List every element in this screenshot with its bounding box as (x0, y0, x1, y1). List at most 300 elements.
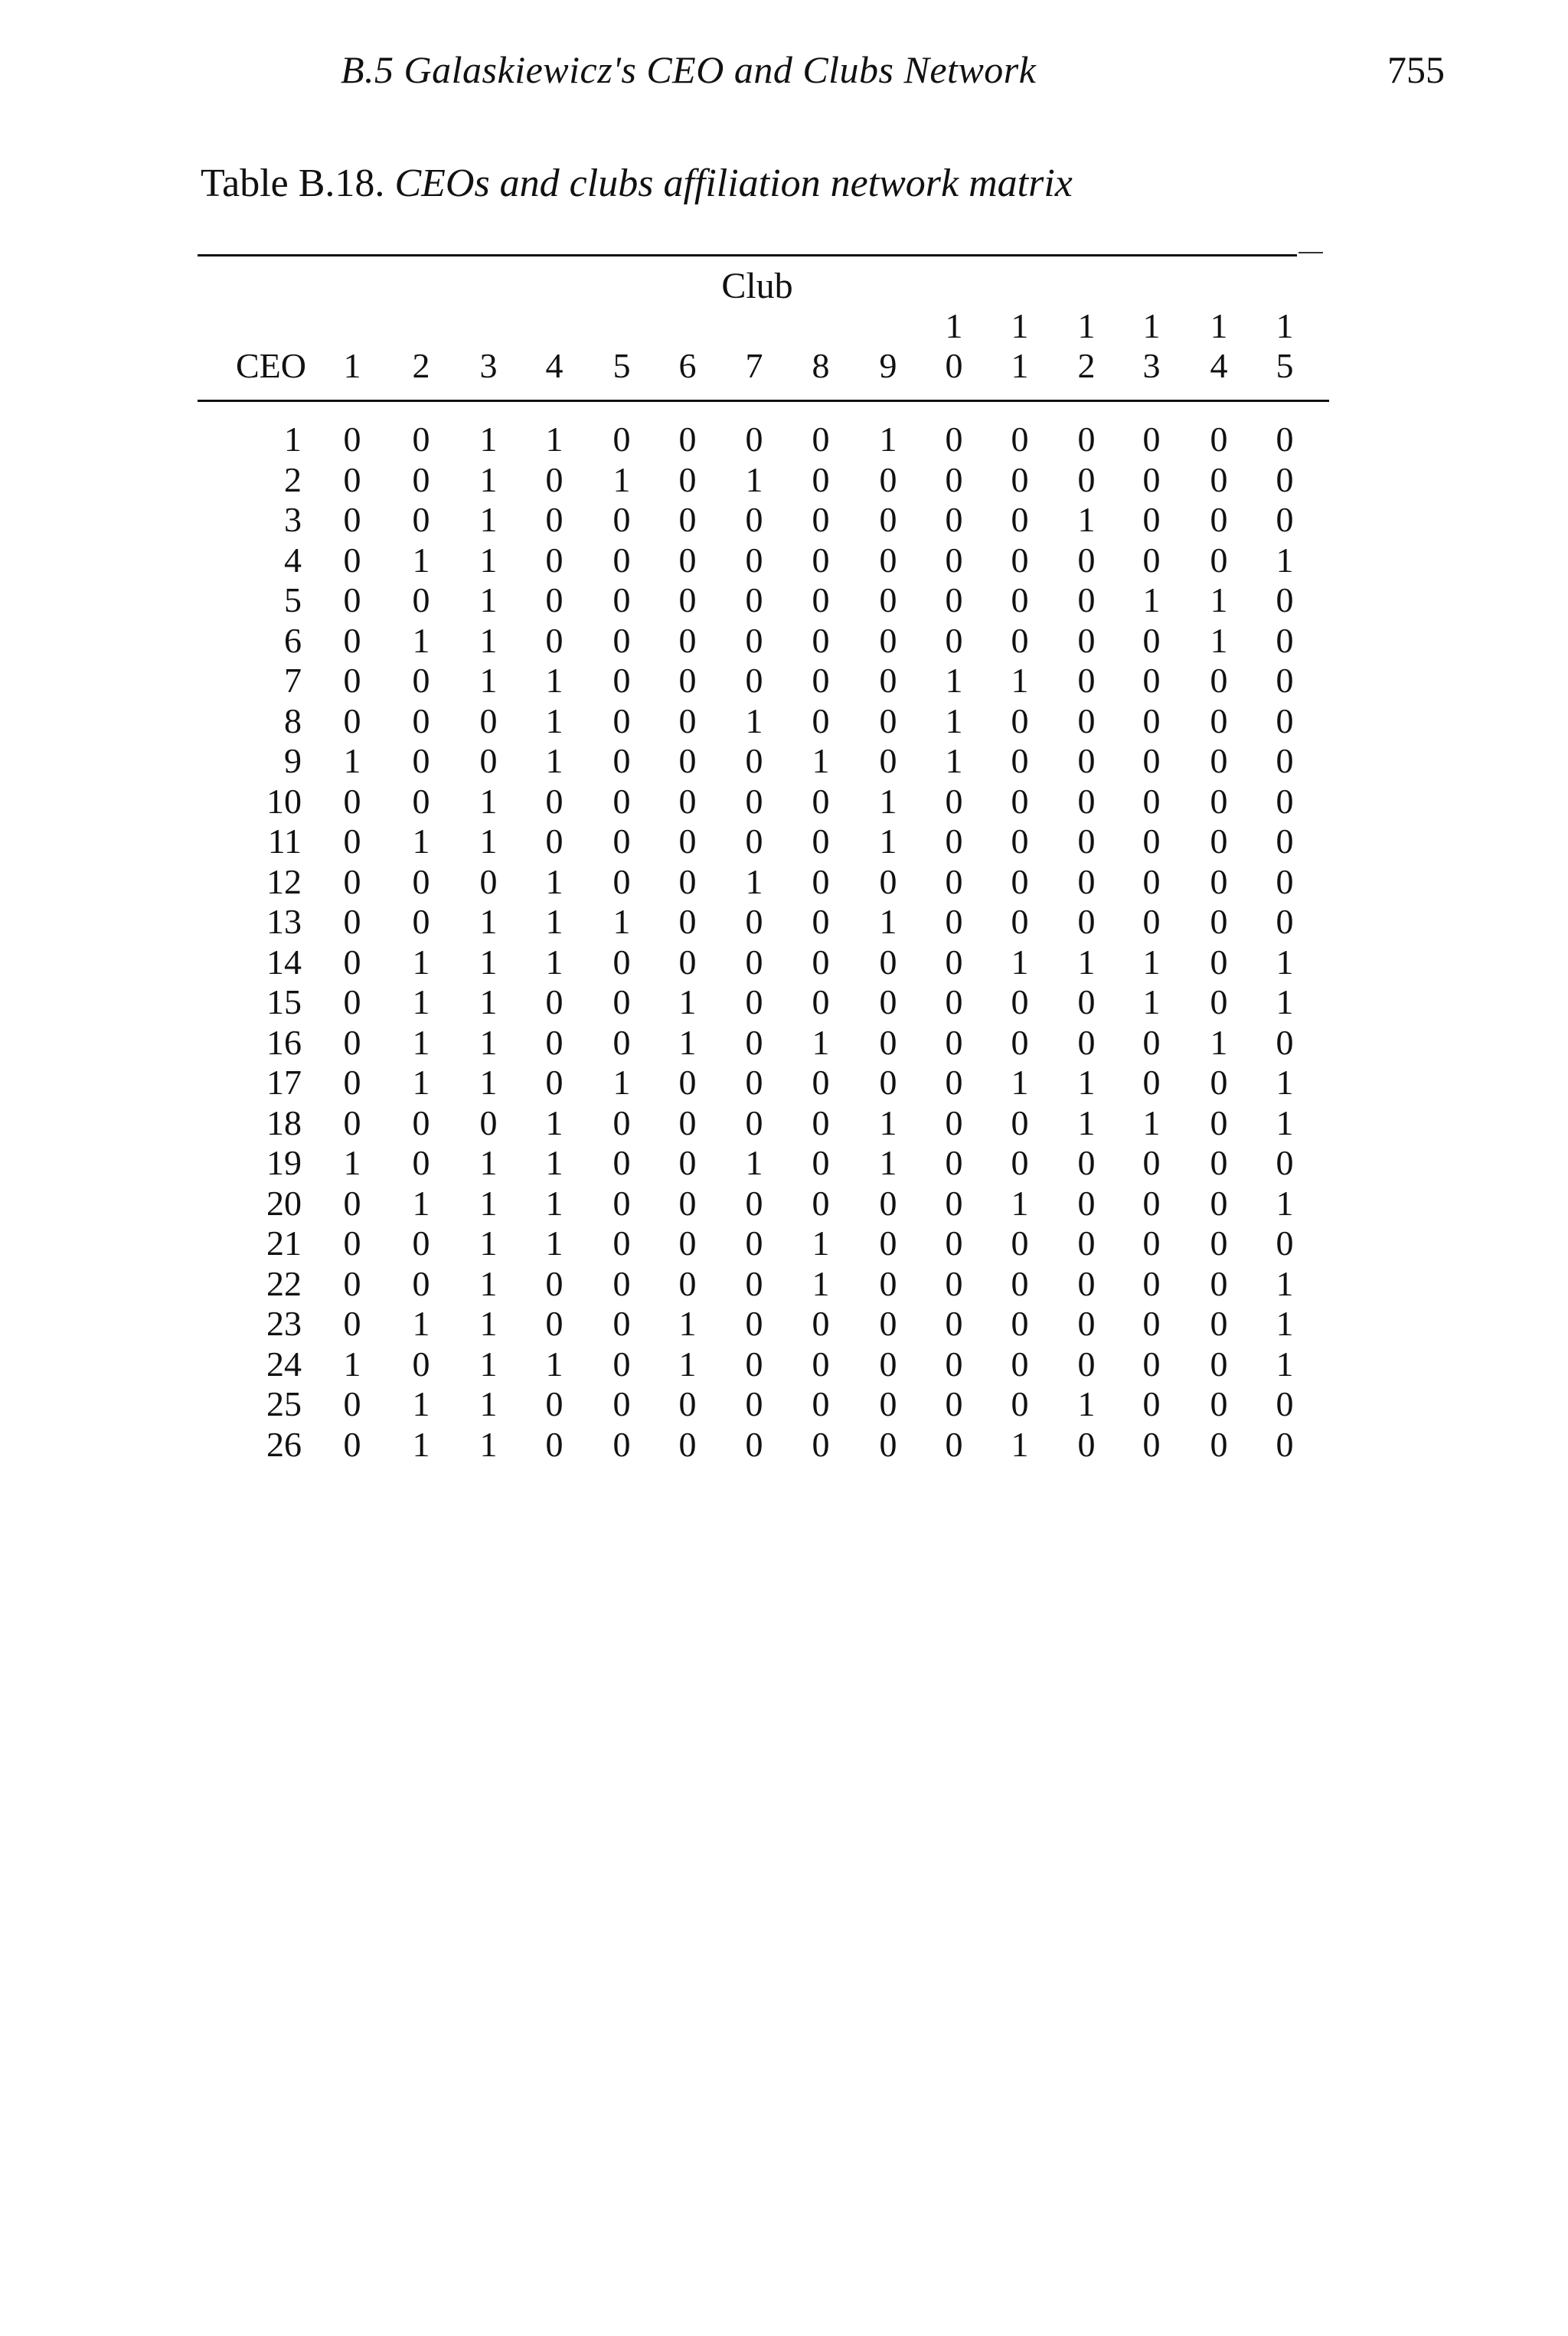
matrix-cell: 0 (612, 942, 631, 982)
matrix-cell: 0 (1142, 420, 1161, 459)
matrix-cell: 0 (412, 741, 430, 780)
matrix-cell: 0 (1276, 822, 1294, 861)
matrix-cell: 0 (745, 1183, 763, 1223)
matrix-cell: 0 (1011, 459, 1029, 499)
matrix-cell: 0 (612, 580, 631, 619)
matrix-cell: 1 (479, 580, 498, 619)
matrix-cell: 0 (945, 902, 963, 941)
matrix-cell: 1 (1210, 1022, 1228, 1062)
matrix-cell: 0 (545, 620, 564, 660)
matrix-cell: 0 (1210, 1424, 1228, 1464)
matrix-cell: 1 (545, 902, 564, 941)
matrix-cell: 0 (945, 861, 963, 901)
matrix-cell: 0 (812, 620, 830, 660)
matrix-cell: 0 (745, 1263, 763, 1303)
matrix-cell: 0 (745, 741, 763, 780)
matrix-cell: 0 (1011, 701, 1029, 740)
matrix-cell: 0 (1210, 942, 1228, 982)
matrix-cell: 1 (1077, 1384, 1096, 1423)
ceo-id: 20 (266, 1183, 302, 1223)
matrix-cell: 0 (812, 1063, 830, 1102)
matrix-cell: 1 (545, 1103, 564, 1142)
matrix-cell: 0 (678, 701, 697, 740)
matrix-cell: 1 (412, 1022, 430, 1062)
matrix-cell: 1 (1276, 942, 1294, 982)
matrix-cell: 0 (945, 1143, 963, 1182)
matrix-cell: 0 (612, 982, 631, 1021)
club-header-units-10: 0 (945, 346, 963, 385)
club-header-tens-12: 1 (1077, 306, 1096, 345)
matrix-cell: 1 (1142, 982, 1161, 1021)
matrix-cell: 0 (1210, 902, 1228, 941)
matrix-cell: 0 (678, 661, 697, 700)
matrix-cell: 0 (612, 661, 631, 700)
matrix-cell: 1 (479, 1424, 498, 1464)
matrix-cell: 0 (678, 459, 697, 499)
matrix-cell: 0 (812, 822, 830, 861)
matrix-cell: 0 (612, 500, 631, 539)
matrix-cell: 0 (812, 540, 830, 580)
matrix-cell: 0 (1077, 902, 1096, 941)
matrix-cell: 0 (1077, 1022, 1096, 1062)
matrix-cell: 0 (343, 661, 361, 700)
matrix-cell: 0 (745, 781, 763, 821)
matrix-cell: 0 (879, 1263, 897, 1303)
matrix-cell: 0 (1011, 500, 1029, 539)
matrix-cell: 1 (1011, 1183, 1029, 1223)
matrix-cell: 1 (1142, 580, 1161, 619)
matrix-cell: 0 (1276, 420, 1294, 459)
matrix-cell: 0 (745, 420, 763, 459)
table-top-rule-tail (1298, 252, 1323, 253)
matrix-cell: 0 (879, 580, 897, 619)
matrix-cell: 0 (343, 459, 361, 499)
matrix-cell: 0 (1276, 741, 1294, 780)
matrix-cell: 0 (1210, 661, 1228, 700)
matrix-cell: 0 (612, 781, 631, 821)
matrix-cell: 0 (412, 1344, 430, 1384)
matrix-cell: 0 (945, 620, 963, 660)
matrix-cell: 0 (812, 1424, 830, 1464)
matrix-cell: 0 (1142, 1344, 1161, 1384)
matrix-cell: 1 (879, 902, 897, 941)
matrix-cell: 0 (1210, 1183, 1228, 1223)
matrix-cell: 1 (1077, 942, 1096, 982)
matrix-cell: 0 (1077, 620, 1096, 660)
matrix-cell: 0 (1210, 861, 1228, 901)
matrix-cell: 0 (745, 620, 763, 660)
matrix-cell: 0 (745, 1063, 763, 1102)
matrix-cell: 0 (678, 1384, 697, 1423)
matrix-cell: 0 (1077, 861, 1096, 901)
matrix-cell: 1 (343, 741, 361, 780)
matrix-cell: 0 (612, 861, 631, 901)
page-number: 755 (1387, 48, 1445, 91)
matrix-cell: 0 (812, 1143, 830, 1182)
matrix-cell: 0 (1077, 1304, 1096, 1343)
matrix-cell: 1 (812, 1022, 830, 1062)
matrix-cell: 0 (745, 661, 763, 700)
matrix-cell: 0 (412, 580, 430, 619)
matrix-cell: 0 (945, 982, 963, 1021)
matrix-cell: 1 (745, 861, 763, 901)
ceo-id: 2 (284, 459, 302, 499)
matrix-cell: 0 (343, 822, 361, 861)
matrix-cell: 1 (1276, 1103, 1294, 1142)
matrix-cell: 0 (1142, 781, 1161, 821)
matrix-cell: 0 (479, 861, 498, 901)
matrix-cell: 0 (745, 1424, 763, 1464)
club-header-units-6: 6 (678, 346, 697, 385)
matrix-cell: 0 (678, 1424, 697, 1464)
matrix-cell: 0 (343, 861, 361, 901)
matrix-cell: 0 (945, 1022, 963, 1062)
matrix-cell: 0 (1142, 1143, 1161, 1182)
matrix-cell: 0 (343, 1263, 361, 1303)
matrix-cell: 0 (1142, 902, 1161, 941)
matrix-cell: 0 (745, 1224, 763, 1263)
matrix-cell: 0 (879, 540, 897, 580)
matrix-cell: 0 (343, 620, 361, 660)
matrix-cell: 0 (412, 902, 430, 941)
matrix-cell: 0 (1142, 1224, 1161, 1263)
matrix-cell: 1 (1276, 982, 1294, 1021)
matrix-cell: 0 (879, 982, 897, 1021)
matrix-cell: 0 (945, 1304, 963, 1343)
matrix-cell: 1 (1210, 620, 1228, 660)
ceo-id: 21 (266, 1224, 302, 1263)
matrix-cell: 0 (1011, 741, 1029, 780)
matrix-cell: 0 (1011, 822, 1029, 861)
matrix-cell: 1 (545, 861, 564, 901)
matrix-cell: 0 (945, 1263, 963, 1303)
matrix-cell: 0 (343, 1384, 361, 1423)
matrix-cell: 0 (945, 420, 963, 459)
matrix-cell: 0 (343, 1224, 361, 1263)
matrix-cell: 0 (745, 982, 763, 1021)
matrix-cell: 0 (1142, 1022, 1161, 1062)
matrix-cell: 1 (1077, 1103, 1096, 1142)
matrix-cell: 1 (343, 1344, 361, 1384)
matrix-cell: 1 (479, 500, 498, 539)
matrix-cell: 0 (745, 902, 763, 941)
matrix-cell: 0 (343, 902, 361, 941)
ceo-id: 10 (266, 781, 302, 821)
matrix-cell: 0 (879, 1224, 897, 1263)
club-header-units-12: 2 (1077, 346, 1096, 385)
matrix-cell: 0 (412, 1143, 430, 1182)
matrix-cell: 0 (745, 1022, 763, 1062)
matrix-cell: 0 (1142, 500, 1161, 539)
matrix-cell: 0 (1210, 1143, 1228, 1182)
matrix-cell: 0 (343, 942, 361, 982)
matrix-cell: 1 (479, 1022, 498, 1062)
matrix-cell: 0 (678, 1183, 697, 1223)
matrix-cell: 1 (1276, 1304, 1294, 1343)
matrix-cell: 1 (412, 982, 430, 1021)
matrix-cell: 0 (879, 1063, 897, 1102)
club-header-units-4: 4 (545, 346, 564, 385)
matrix-cell: 0 (612, 1424, 631, 1464)
matrix-cell: 0 (1276, 902, 1294, 941)
matrix-cell: 0 (1142, 741, 1161, 780)
matrix-cell: 0 (945, 540, 963, 580)
matrix-cell: 0 (1142, 459, 1161, 499)
club-header-units-2: 2 (412, 346, 430, 385)
ceo-id: 16 (266, 1022, 302, 1062)
matrix-cell: 0 (1011, 1022, 1029, 1062)
matrix-cell: 0 (678, 781, 697, 821)
matrix-cell: 0 (1011, 540, 1029, 580)
matrix-cell: 0 (678, 540, 697, 580)
matrix-cell: 0 (812, 902, 830, 941)
ceo-id: 8 (284, 701, 302, 740)
matrix-cell: 0 (745, 822, 763, 861)
matrix-cell: 0 (678, 580, 697, 619)
matrix-cell: 0 (945, 459, 963, 499)
matrix-cell: 1 (412, 1063, 430, 1102)
matrix-cell: 0 (412, 861, 430, 901)
matrix-cell: 0 (1077, 459, 1096, 499)
matrix-cell: 1 (479, 620, 498, 660)
matrix-cell: 0 (945, 500, 963, 539)
matrix-cell: 0 (412, 1103, 430, 1142)
matrix-cell: 1 (678, 1022, 697, 1062)
matrix-cell: 0 (343, 1103, 361, 1142)
matrix-cell: 0 (1011, 1304, 1029, 1343)
matrix-cell: 0 (879, 1424, 897, 1464)
matrix-cell: 0 (1011, 1224, 1029, 1263)
matrix-cell: 1 (812, 1224, 830, 1263)
matrix-cell: 0 (812, 781, 830, 821)
matrix-cell: 0 (812, 580, 830, 619)
ceo-id: 4 (284, 540, 302, 580)
matrix-cell: 0 (945, 1063, 963, 1102)
matrix-cell: 1 (412, 942, 430, 982)
matrix-cell: 0 (1077, 1263, 1096, 1303)
matrix-cell: 0 (745, 1384, 763, 1423)
matrix-cell: 0 (1276, 701, 1294, 740)
matrix-cell: 0 (879, 1022, 897, 1062)
matrix-cell: 1 (1276, 1063, 1294, 1102)
ceo-id: 25 (266, 1384, 302, 1423)
matrix-cell: 0 (678, 1063, 697, 1102)
ceo-id: 9 (284, 741, 302, 780)
matrix-cell: 1 (412, 1183, 430, 1223)
matrix-cell: 1 (479, 1263, 498, 1303)
matrix-cell: 0 (1210, 459, 1228, 499)
matrix-cell: 0 (1011, 620, 1029, 660)
matrix-cell: 0 (1210, 1063, 1228, 1102)
matrix-cell: 0 (612, 1143, 631, 1182)
matrix-cell: 0 (1011, 1263, 1029, 1303)
matrix-cell: 0 (1142, 540, 1161, 580)
matrix-cell: 1 (479, 1224, 498, 1263)
matrix-cell: 1 (812, 741, 830, 780)
matrix-cell: 1 (612, 902, 631, 941)
matrix-cell: 0 (612, 1224, 631, 1263)
matrix-cell: 1 (545, 1143, 564, 1182)
matrix-cell: 0 (1142, 861, 1161, 901)
matrix-cell: 0 (1142, 1384, 1161, 1423)
matrix-cell: 1 (612, 459, 631, 499)
matrix-cell: 0 (1011, 861, 1029, 901)
matrix-cell: 0 (1142, 822, 1161, 861)
matrix-cell: 0 (1276, 500, 1294, 539)
matrix-cell: 0 (879, 861, 897, 901)
matrix-cell: 0 (545, 500, 564, 539)
matrix-cell: 0 (1077, 1143, 1096, 1182)
matrix-cell: 0 (545, 540, 564, 580)
matrix-cell: 1 (545, 420, 564, 459)
matrix-cell: 0 (678, 1263, 697, 1303)
matrix-cell: 1 (412, 1424, 430, 1464)
club-group-header: Club (721, 266, 793, 306)
matrix-cell: 1 (678, 1304, 697, 1343)
matrix-cell: 0 (1142, 1063, 1161, 1102)
matrix-cell: 0 (879, 1344, 897, 1384)
matrix-cell: 0 (812, 1384, 830, 1423)
matrix-cell: 1 (1276, 1183, 1294, 1223)
matrix-cell: 0 (1011, 781, 1029, 821)
club-header-tens-10: 1 (945, 306, 963, 345)
matrix-cell: 1 (479, 902, 498, 941)
ceo-id: 15 (266, 982, 302, 1021)
matrix-cell: 0 (1077, 701, 1096, 740)
matrix-cell: 0 (812, 1103, 830, 1142)
matrix-cell: 0 (1077, 1344, 1096, 1384)
matrix-cell: 1 (479, 1344, 498, 1384)
club-header-tens-11: 1 (1011, 306, 1029, 345)
club-header-units-13: 3 (1142, 346, 1161, 385)
ceo-id: 12 (266, 861, 302, 901)
matrix-cell: 0 (343, 580, 361, 619)
matrix-cell: 0 (479, 1103, 498, 1142)
matrix-cell: 0 (343, 500, 361, 539)
matrix-cell: 1 (1077, 1063, 1096, 1102)
matrix-cell: 0 (1210, 701, 1228, 740)
matrix-cell: 0 (545, 1384, 564, 1423)
ceo-id: 6 (284, 620, 302, 660)
matrix-cell: 0 (1210, 540, 1228, 580)
matrix-cell: 0 (945, 942, 963, 982)
matrix-cell: 0 (412, 1224, 430, 1263)
matrix-cell: 0 (1077, 540, 1096, 580)
matrix-cell: 0 (612, 741, 631, 780)
matrix-cell: 1 (479, 1304, 498, 1343)
matrix-cell: 0 (1011, 1344, 1029, 1384)
matrix-cell: 0 (1276, 1022, 1294, 1062)
club-header-units-14: 4 (1210, 346, 1228, 385)
matrix-cell: 0 (945, 580, 963, 619)
matrix-cell: 0 (945, 1384, 963, 1423)
matrix-cell: 0 (1276, 661, 1294, 700)
matrix-cell: 0 (1077, 580, 1096, 619)
matrix-cell: 0 (1210, 741, 1228, 780)
ceo-id: 5 (284, 580, 302, 619)
matrix-cell: 1 (545, 942, 564, 982)
matrix-cell: 0 (678, 1103, 697, 1142)
matrix-cell: 1 (412, 620, 430, 660)
matrix-cell: 0 (545, 982, 564, 1021)
ceo-id: 26 (266, 1424, 302, 1464)
matrix-cell: 0 (545, 459, 564, 499)
ceo-id: 22 (266, 1263, 302, 1303)
matrix-cell: 1 (678, 982, 697, 1021)
matrix-cell: 1 (479, 420, 498, 459)
club-header-tens-15: 1 (1276, 306, 1294, 345)
matrix-cell: 1 (479, 540, 498, 580)
matrix-cell: 0 (343, 1022, 361, 1062)
matrix-cell: 0 (879, 500, 897, 539)
matrix-cell: 1 (745, 701, 763, 740)
matrix-cell: 0 (1210, 982, 1228, 1021)
matrix-cell: 0 (412, 1263, 430, 1303)
matrix-cell: 0 (612, 1304, 631, 1343)
matrix-cell: 0 (545, 1304, 564, 1343)
matrix-cell: 1 (1011, 1063, 1029, 1102)
ceo-id: 19 (266, 1143, 302, 1182)
ceo-id: 17 (266, 1063, 302, 1102)
matrix-cell: 0 (945, 781, 963, 821)
matrix-cell: 0 (1142, 701, 1161, 740)
matrix-cell: 0 (545, 580, 564, 619)
matrix-cell: 0 (545, 1022, 564, 1062)
matrix-cell: 0 (745, 942, 763, 982)
matrix-cell: 0 (745, 500, 763, 539)
matrix-cell: 0 (1276, 1384, 1294, 1423)
matrix-cell: 1 (479, 1143, 498, 1182)
matrix-cell: 1 (1011, 942, 1029, 982)
matrix-cell: 1 (1077, 500, 1096, 539)
matrix-cell: 0 (879, 661, 897, 700)
matrix-cell: 1 (412, 540, 430, 580)
matrix-cell: 0 (1077, 1424, 1096, 1464)
matrix-cell: 0 (879, 1304, 897, 1343)
matrix-cell: 0 (1276, 861, 1294, 901)
matrix-cell: 1 (879, 822, 897, 861)
matrix-cell: 0 (545, 1063, 564, 1102)
matrix-cell: 1 (545, 701, 564, 740)
matrix-cell: 0 (343, 701, 361, 740)
matrix-cell: 0 (1142, 1183, 1161, 1223)
club-header-units-3: 3 (479, 346, 498, 385)
matrix-cell: 1 (1011, 661, 1029, 700)
matrix-cell: 0 (879, 1384, 897, 1423)
matrix-cell: 0 (612, 1103, 631, 1142)
caption-label: Table B.18. (201, 162, 385, 205)
matrix-cell: 0 (1011, 1103, 1029, 1142)
matrix-cell: 1 (545, 1183, 564, 1223)
matrix-cell: 0 (745, 580, 763, 619)
matrix-cell: 0 (1210, 781, 1228, 821)
matrix-cell: 0 (879, 459, 897, 499)
matrix-cell: 0 (343, 1183, 361, 1223)
matrix-cell: 0 (412, 500, 430, 539)
ceo-id: 24 (266, 1344, 302, 1384)
matrix-cell: 0 (812, 459, 830, 499)
matrix-cell: 0 (412, 459, 430, 499)
matrix-cell: 0 (1142, 1304, 1161, 1343)
matrix-cell: 0 (343, 1424, 361, 1464)
matrix-cell: 0 (343, 1063, 361, 1102)
matrix-cell: 0 (1276, 620, 1294, 660)
matrix-cell: 0 (1210, 822, 1228, 861)
ceo-id: 3 (284, 500, 302, 539)
matrix-cell: 1 (879, 420, 897, 459)
ceo-column-header: CEO (236, 346, 306, 385)
matrix-cell: 0 (1077, 781, 1096, 821)
